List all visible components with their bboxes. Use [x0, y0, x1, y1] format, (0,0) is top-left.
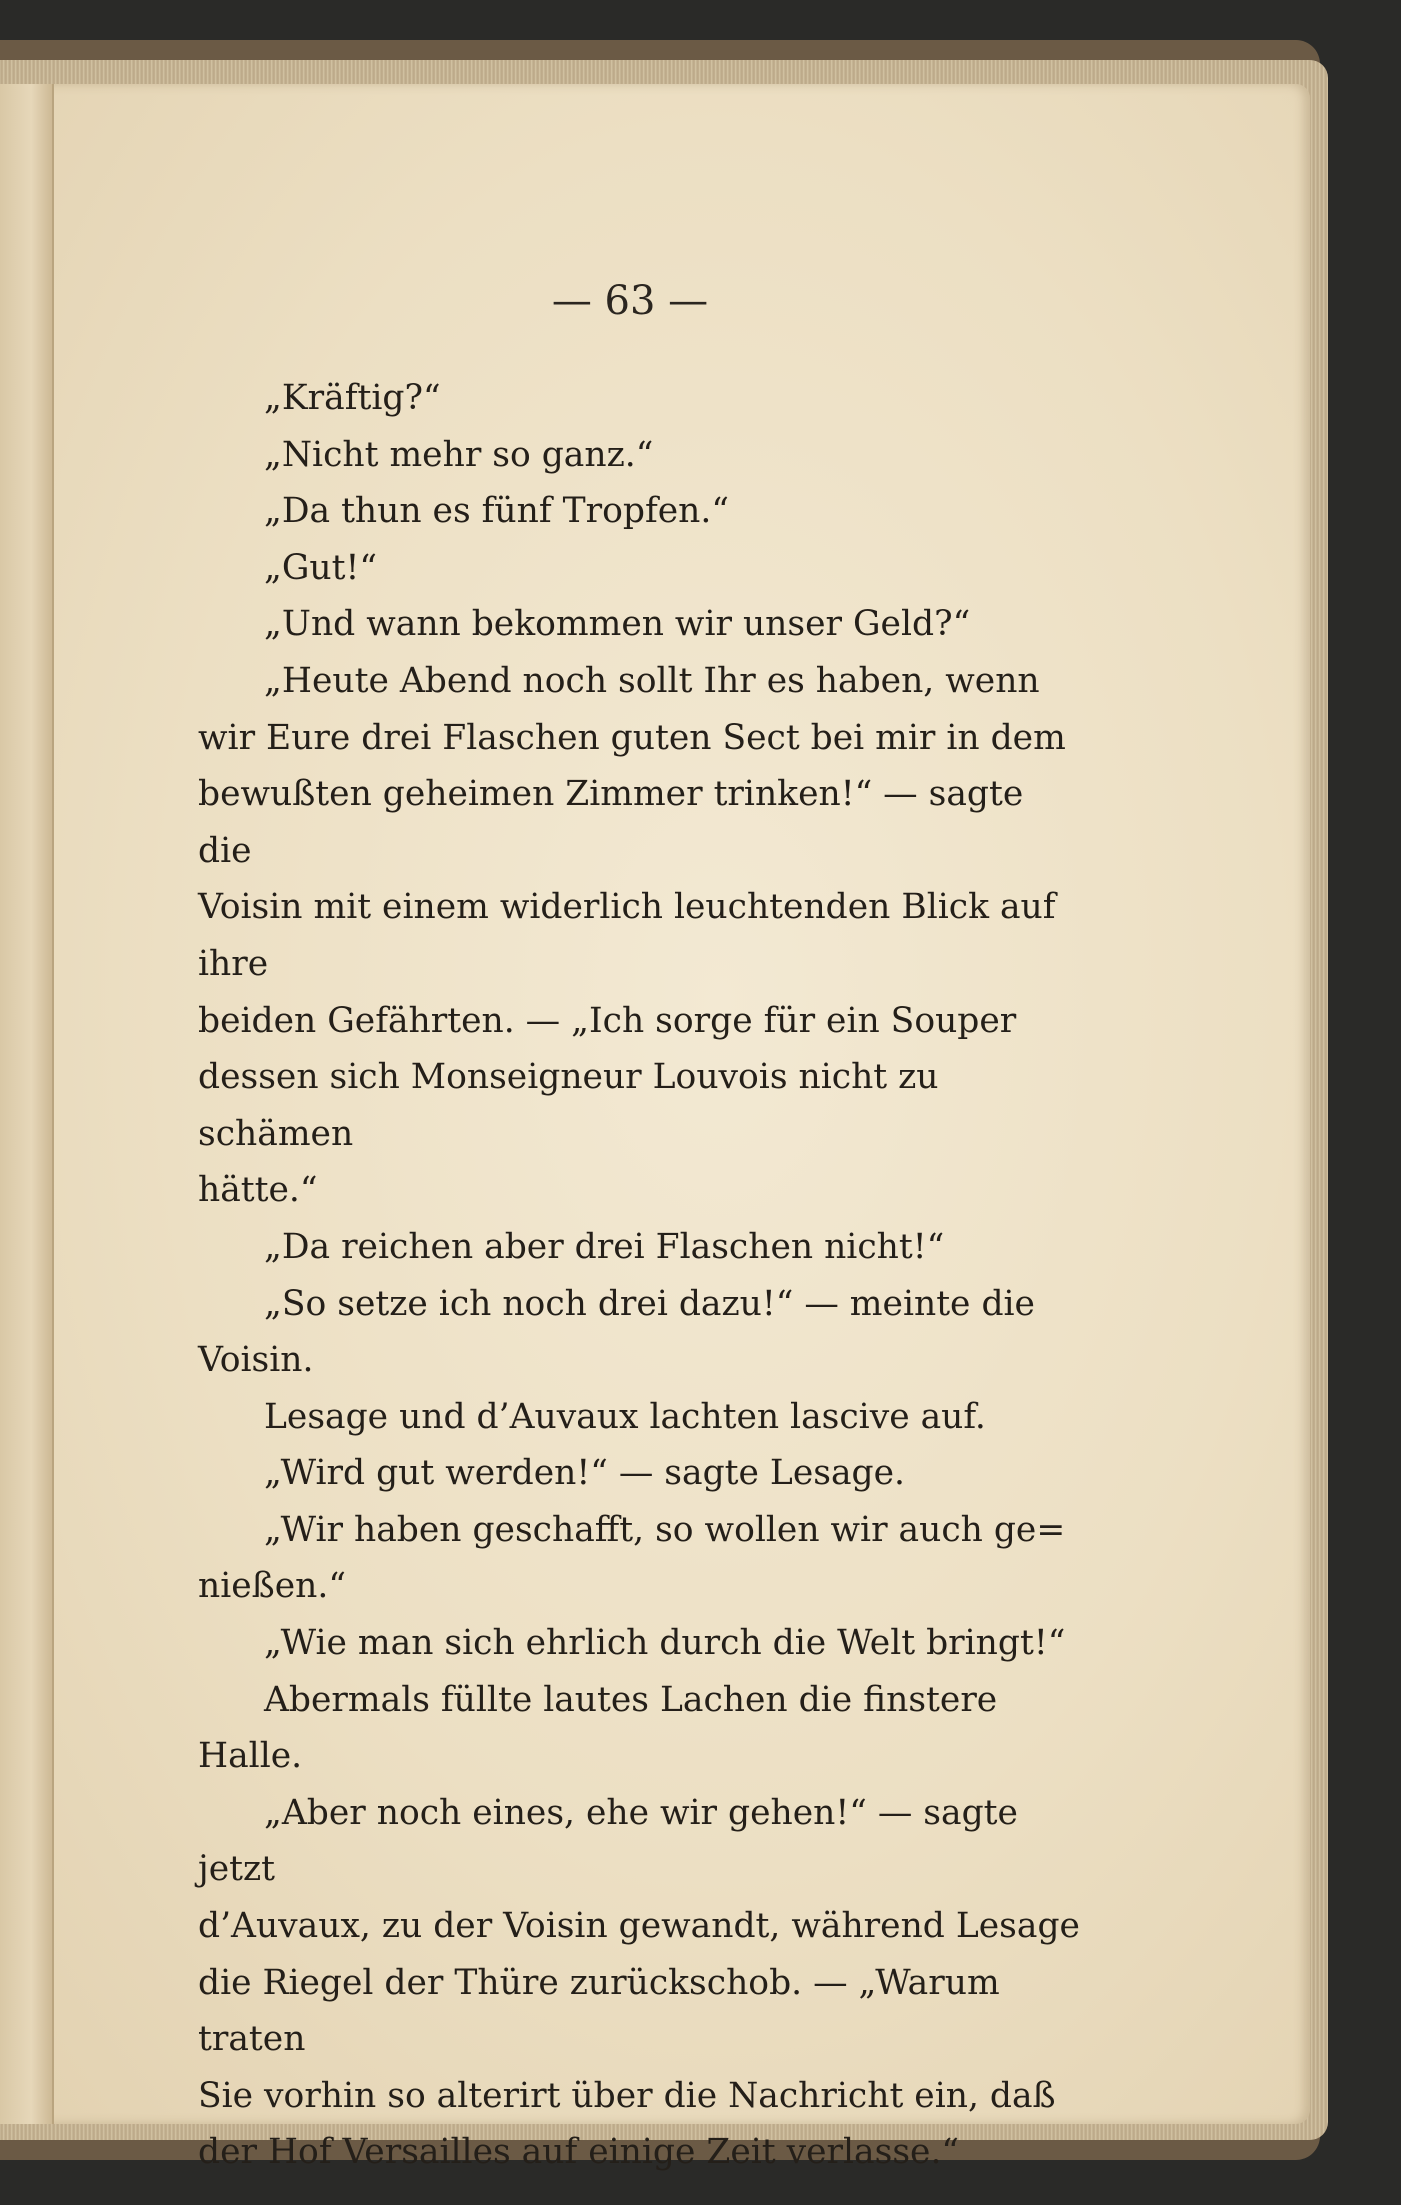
page-number: — 63 —: [551, 278, 709, 324]
text-line: Voisin.: [198, 1340, 314, 1381]
text-line: „Wir haben geschafft, so wollen wir auch ge=: [264, 1509, 1066, 1550]
text-line: „Nicht mehr so ganz.“: [264, 434, 654, 475]
text-line: d’Auvaux, zu der Voisin gewandt, während Lesage: [198, 1906, 1080, 1947]
text-line: Lesage und d’Auvaux lachten lascive auf.: [264, 1396, 986, 1437]
text-line: „Und wann bekommen wir unser Geld?“: [264, 604, 971, 645]
text-line: „Da thun es fünf Tropfen.“: [264, 491, 729, 532]
text-line: Abermals füllte lautes Lachen die finstere Halle.: [198, 1679, 998, 1777]
text-line: Voisin mit einem widerlich leuchtenden Blick auf ihre: [198, 887, 1056, 984]
text-line: dessen sich Monseigneur Louvois nicht zu schämen: [198, 1057, 939, 1154]
text-line: „Heute Abend noch sollt Ihr es haben, wenn: [264, 660, 1040, 701]
left-page-gutter: [0, 84, 54, 2124]
text-line: die Riegel der Thüre zurückschob. — „Warum traten: [198, 1962, 1000, 2060]
text-line: „Aber noch eines, ehe wir gehen!“ — sagte jetzt: [198, 1792, 1018, 1890]
text-line: Sie vorhin so alterirt über die Nachricht ein, daß: [198, 2075, 1056, 2116]
text-line: beiden Gefährten. — „Ich sorge für ein Souper: [198, 1000, 1017, 1041]
text-line: wir Eure drei Flaschen guten Sect bei mir in dem: [198, 717, 1066, 758]
text-line: „Wird gut werden!“ — sagte Lesage.: [264, 1453, 905, 1494]
text-line: nießen.“: [198, 1566, 346, 1607]
text-line: „Kräftig?“: [264, 378, 441, 418]
text-line: „Gut!“: [264, 547, 378, 588]
text-line: „Wie man sich ehrlich durch die Welt bringt!“: [264, 1623, 1066, 1664]
text-line: der Hof Versailles auf einige Zeit verlasse.“: [198, 2132, 960, 2173]
text-line: hätte.“: [198, 1170, 318, 1211]
text-line: „So setze ich noch drei dazu!“ — meinte die: [264, 1283, 1035, 1324]
text-line: bewußten geheimen Zimmer trinken!“ — sagte die: [198, 774, 1024, 871]
text-line: „Da reichen aber drei Flaschen nicht!“: [264, 1226, 945, 1267]
body-text: [198, 370, 1083, 2181]
